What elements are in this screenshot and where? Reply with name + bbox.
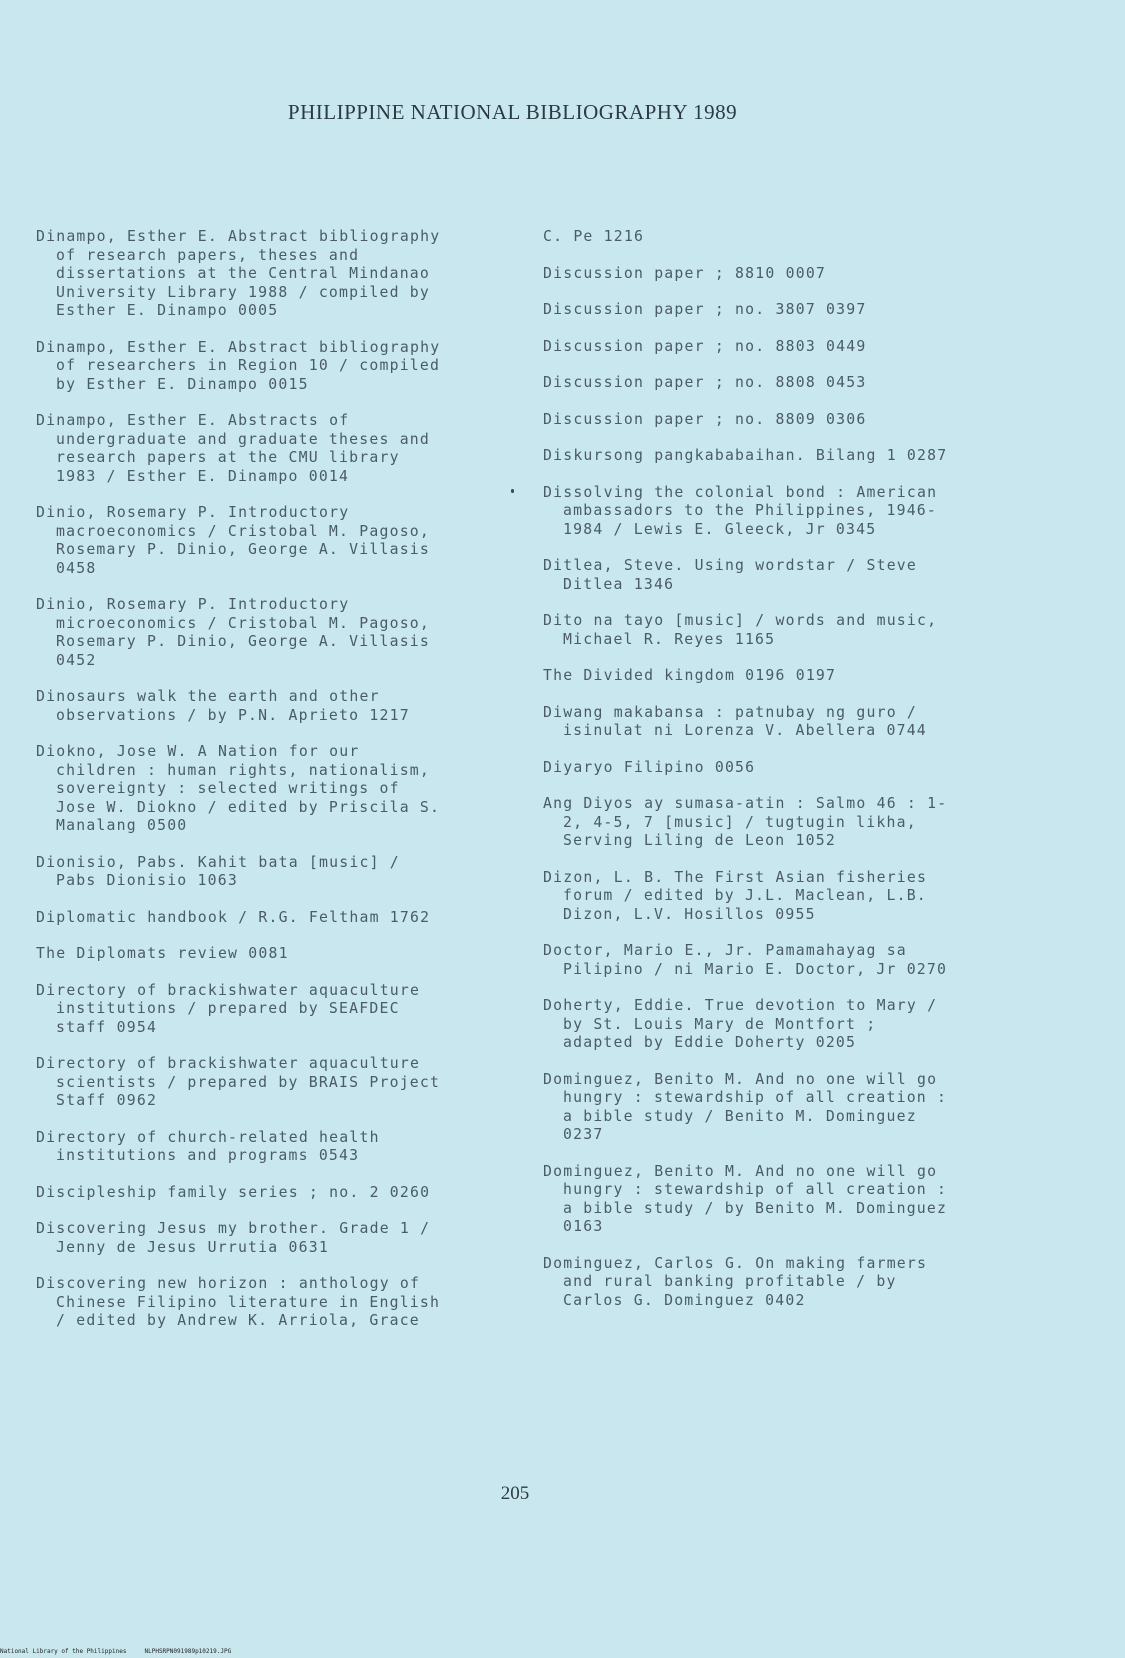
bibliography-entry: Discussion paper ; no. 3807 0397: [543, 301, 867, 318]
bibliography-entry: Discovering new horizon : anthology of Chinese Filipino literature in English / edited by Andrew K. Arriola, Grace: [36, 1275, 441, 1329]
bibliography-entry: Dinio, Rosemary P. Introductory microeconomics / Cristobal M. Pagoso, Rosemary P. Dinio, George A. Villasis 0452: [36, 596, 431, 669]
bibliography-entry: Discussion paper ; no. 8809 0306: [543, 410, 867, 428]
bibliography-entry: Directory of brackishwater aquaculture institutions / prepared by SEAFDEC staff 0954: [36, 981, 421, 1036]
left-column: [36, 228, 506, 1349]
bibliography-entry: Doctor, Mario E., Jr. Pamamahayag sa Pilipino / ni Mario E. Doctor, Jr 0270: [543, 942, 948, 978]
bibliography-entry: Discipleship family series ; no. 2 0260: [36, 1183, 431, 1201]
bibliography-entry: Diplomatic handbook / R.G. Feltham 1762: [36, 908, 431, 926]
bibliography-entry: Dinio, Rosemary P. Introductory macroeconomics / Cristobal M. Pagoso, Rosemary P. Dinio, George A. Villasis 0458: [36, 504, 431, 577]
bibliography-entry: Dinampo, Esther E. Abstract bibliography of research papers, theses and dissertations at the Central Mindanao University Library 1988 / compiled by Esther E. Dinampo 0005: [36, 228, 441, 319]
bibliography-entry: The Diplomats review 0081: [36, 945, 289, 962]
bibliography-entry: Dinampo, Esther E. Abstract bibliography of researchers in Region 10 / compiled by Esther E. Dinampo 0015: [36, 338, 441, 393]
bibliography-entry: Discovering Jesus my brother. Grade 1 / Jenny de Jesus Urrutia 0631: [36, 1220, 431, 1256]
page-number: 205: [500, 1483, 530, 1504]
bibliography-entry: Dito na tayo [music] / words and music, Michael R. Reyes 1165: [543, 612, 938, 648]
bibliography-entry: Dominguez, Benito M. And no one will go hungry : stewardship of all creation : a bible study / by Benito M. Dominguez 0163: [543, 1162, 948, 1235]
bibliography-entry: Dionisio, Pabs. Kahit bata [music] / Pabs Dionisio 1063: [36, 853, 400, 889]
bibliography-entry: Discussion paper ; no. 8803 0449: [543, 337, 867, 355]
bibliography-entry: Dinampo, Esther E. Abstracts of undergraduate and graduate theses and research papers at the CMU library 1983 / Esther E. Dinampo 0014: [36, 412, 431, 485]
bibliography-entry: Discussion paper ; no. 8808 0453: [543, 374, 867, 391]
bibliography-entry: Discussion paper ; 8810 0007: [543, 264, 827, 282]
bibliography-entry: Diwang makabansa : patnubay ng guro / isinulat ni Lorenza V. Abellera 0744: [543, 703, 927, 739]
bibliography-entry: Directory of church-related health institutions and programs 0543: [36, 1128, 380, 1164]
bibliography-entry: Dissolving the colonial bond : American ambassadors to the Philippines, 1946- 1984 / Lewis E. Gleeck, Jr 0345: [543, 483, 938, 538]
bibliography-entry: Dizon, L. B. The First Asian fisheries forum / edited by J.L. Maclean, L.B. Dizon, L.V. Hosillos 0955: [543, 868, 928, 923]
bibliography-entry: Diokno, Jose W. A Nation for our children : human rights, nationalism, sovereignty : selected writings of Jose W. Diokno / edited by Priscila S. Manalang 0500: [36, 743, 441, 834]
bibliography-entry: Dominguez, Benito M. And no one will go hungry : stewardship of all creation : a bible study / Benito M. Dominguez 0237: [543, 1070, 948, 1143]
bibliography-entry: Dominguez, Carlos G. On making farmers and rural banking profitable / by Carlos G. Dominguez 0402: [543, 1254, 928, 1309]
bibliography-entry: Diyaryo Filipino 0056: [543, 758, 756, 776]
bibliography-entry: Doherty, Eddie. True devotion to Mary / by St. Louis Mary de Montfort ; adapted by Eddie Doherty 0205: [543, 997, 938, 1051]
bibliography-entry: Directory of brackishwater aquaculture scientists / prepared by BRAIS Project Staff 0962: [36, 1055, 441, 1109]
page-title: PHILIPPINE NATIONAL BIBLIOGRAPHY 1989: [287, 100, 738, 124]
bibliography-entry: Diskursong pangkababaihan. Bilang 1 0287: [543, 447, 948, 464]
stray-ink-mark: [511, 489, 514, 493]
bibliography-entry: C. Pe 1216: [543, 228, 645, 245]
scan-footer: National Library of the Philippines NLPHSRPN091989p10219.JPG: [0, 1648, 232, 1655]
right-column: [543, 228, 1013, 1328]
bibliography-entry: The Divided kingdom 0196 0197: [543, 667, 837, 684]
bibliography-entry: Dinosaurs walk the earth and other observations / by P.N. Aprieto 1217: [36, 688, 410, 724]
bibliography-entry: Ang Diyos ay sumasa-atin : Salmo 46 : 1- 2, 4-5, 7 [music] / tugtugin likha, Serving Liling de Leon 1052: [543, 795, 948, 849]
bibliography-entry: Ditlea, Steve. Using wordstar / Steve Ditlea 1346: [543, 557, 918, 593]
